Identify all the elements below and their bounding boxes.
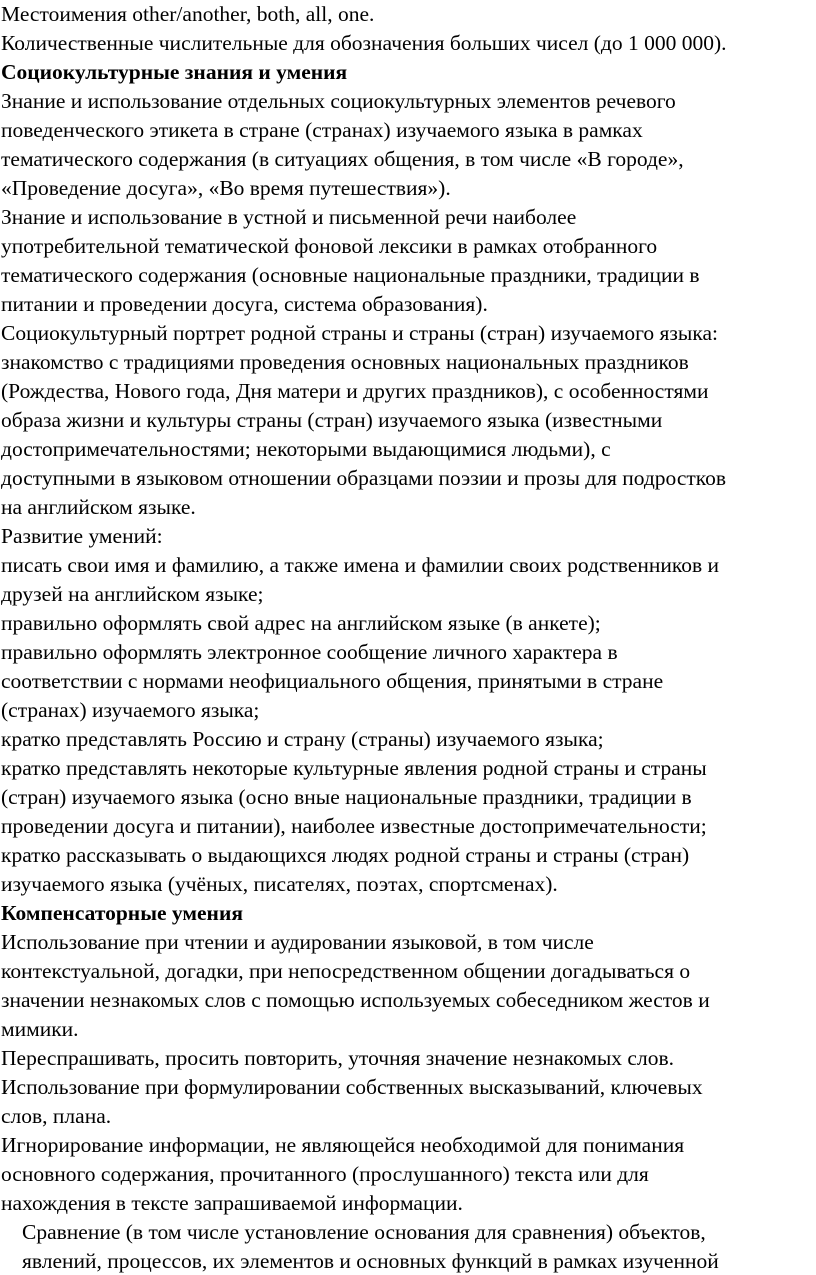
text-line: Использование при формулировании собственных высказываний, ключевых [1, 1075, 703, 1099]
text-line: соответствии с нормами неофициального общения, принятыми в стране [1, 669, 664, 693]
section-heading-sociocultural: Социокультурные знания и умения [1, 60, 348, 84]
text-line: Использование при чтении и аудировании языковой, в том числе [1, 930, 594, 954]
section-heading-compensatory: Компенсаторные умения [1, 901, 243, 925]
text-line: нахождения в тексте запрашиваемой информации. [1, 1191, 463, 1215]
text-line: проведении досуга и питании), наиболее известные достопримечательности; [1, 814, 707, 838]
text-line: правильно оформлять свой адрес на английском языке (в анкете); [1, 611, 601, 635]
text-line: слов, плана. [1, 1104, 112, 1128]
text-line: писать свои имя и фамилию, а также имена и фамилии своих родственников и [1, 553, 720, 577]
text-line: тематического содержания (основные национальные праздники, традиции в [1, 263, 700, 287]
text-line-pronouns: Местоимения other/another, both, all, one. [1, 2, 375, 26]
text-line: «Проведение досуга», «Во время путешествия»). [1, 176, 451, 200]
text-line: друзей на английском языке; [1, 582, 264, 606]
text-line: мимики. [1, 1017, 79, 1041]
text-line: изучаемого языка (учёных, писателях, поэтах, спортсменах). [1, 872, 558, 896]
text-line: образа жизни и культуры страны (стран) изучаемого языка (известными [1, 408, 663, 432]
text-line: кратко представлять Россию и страну (страны) изучаемого языка; [1, 727, 604, 751]
text-line-indented: явлений, процессов, их элементов и основных функций в рамках изученной [22, 1249, 719, 1273]
text-line: кратко рассказывать о выдающихся людях родной страны и страны (стран) [1, 843, 690, 867]
text-line: Социокультурный портрет родной страны и страны (стран) изучаемого языка: [1, 321, 718, 345]
text-line: Игнорирование информации, не являющейся необходимой для понимания [1, 1133, 685, 1157]
text-line: достопримечательностями; некоторыми выдающимися людьми), с [1, 437, 611, 461]
text-line: на английском языке. [1, 495, 196, 519]
text-line: (Рождества, Нового года, Дня матери и других праздников), с особенностями [1, 379, 709, 403]
text-line: Переспрашивать, просить повторить, уточняя значение незнакомых слов. [1, 1046, 674, 1070]
text-line: Знание и использование в устной и письменной речи наиболее [1, 205, 577, 229]
text-line-indented: Сравнение (в том числе установление основания для сравнения) объектов, [22, 1220, 706, 1244]
text-line: знакомство с традициями проведения основных национальных праздников [1, 350, 689, 374]
text-line: (стран) изучаемого языка (осно вные национальные праздники, традиции в [1, 785, 692, 809]
text-line: поведенческого этикета в стране (странах) изучаемого языка в рамках [1, 118, 643, 142]
text-line-skills-intro: Развитие умений: [1, 524, 163, 548]
text-line: основного содержания, прочитанного (прослушанного) текста или для [1, 1162, 649, 1186]
text-line: доступными в языковом отношении образцами поэзии и прозы для подростков [1, 466, 727, 490]
text-line: (странах) изучаемого языка; [1, 698, 260, 722]
text-line: питании и проведении досуга, система образования). [1, 292, 488, 316]
text-line: значении незнакомых слов с помощью используемых собеседником жестов и [1, 988, 710, 1012]
text-line: кратко представлять некоторые культурные явления родной страны и страны [1, 756, 707, 780]
text-line: употребительной тематической фоновой лексики в рамках отобранного [1, 234, 658, 258]
text-line-numerals: Количественные числительные для обозначения больших чисел (до 1 000 000). [1, 31, 727, 55]
text-line: Знание и использование отдельных социокультурных элементов речевого [1, 89, 676, 113]
text-line: тематического содержания (в ситуациях общения, в том числе «В городе», [1, 147, 684, 171]
text-line: контекстуальной, догадки, при непосредственном общении догадываться о [1, 959, 691, 983]
text-line: правильно оформлять электронное сообщение личного характера в [1, 640, 618, 664]
